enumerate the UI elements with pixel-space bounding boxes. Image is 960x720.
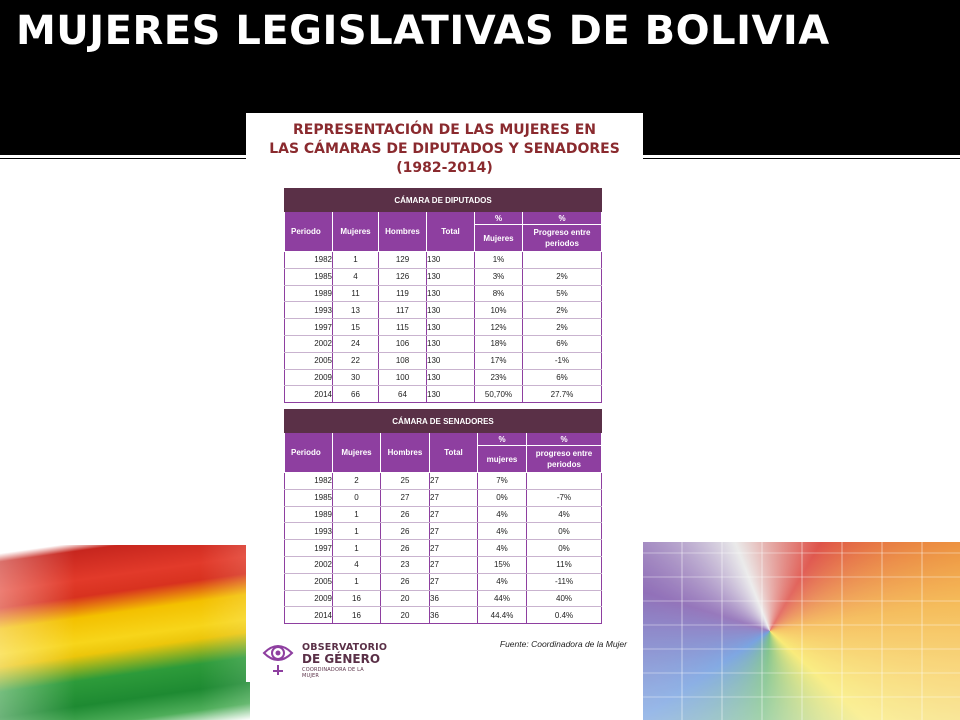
cell-pct-mujeres: 50,70% <box>475 386 523 403</box>
col-header-pct: % <box>527 433 602 446</box>
cell-pct-mujeres: 17% <box>475 352 523 369</box>
cell-progreso: 40% <box>527 590 602 607</box>
cell-hombres: 108 <box>379 352 427 369</box>
cell-mujeres: 1 <box>333 573 381 590</box>
cell-hombres: 106 <box>379 335 427 352</box>
col-header-pct-mujeres: mujeres <box>478 446 527 473</box>
cell-mujeres: 4 <box>333 556 381 573</box>
col-header-mujeres: Mujeres <box>333 433 381 473</box>
cell-pct-mujeres: 10% <box>475 302 523 319</box>
wiphala-flag-image <box>643 542 960 720</box>
cell-pct-mujeres: 23% <box>475 369 523 386</box>
table-row <box>285 607 602 624</box>
cell-mujeres: 1 <box>333 523 381 540</box>
diputados-table <box>284 188 602 403</box>
col-header-hombres: Hombres <box>379 212 427 252</box>
cell-mujeres: 16 <box>333 590 381 607</box>
table-row <box>285 386 602 403</box>
col-header-periodo: Periodo <box>285 433 333 473</box>
cell-periodo: 2002 <box>285 335 333 352</box>
infographic-title <box>246 121 643 178</box>
cell-total: 36 <box>430 607 478 624</box>
cell-total: 130 <box>427 268 475 285</box>
cell-progreso: 2% <box>523 302 602 319</box>
cell-progreso <box>527 473 602 490</box>
cell-progreso <box>523 252 602 269</box>
table-row <box>285 523 602 540</box>
cell-total: 130 <box>427 369 475 386</box>
cell-total: 27 <box>430 523 478 540</box>
table-row <box>285 302 602 319</box>
eye-venus-icon <box>262 637 294 677</box>
title-line: LAS CÁMARAS DE DIPUTADOS Y SENADORES <box>269 141 620 157</box>
cell-hombres: 25 <box>381 473 430 490</box>
table-row <box>285 473 602 490</box>
cell-mujeres: 13 <box>333 302 379 319</box>
table-row <box>285 573 602 590</box>
cell-mujeres: 1 <box>333 252 379 269</box>
cell-progreso: 27.7% <box>523 386 602 403</box>
section-header: CÁMARA DE SENADORES <box>285 410 602 433</box>
cell-mujeres: 1 <box>333 540 381 557</box>
cell-hombres: 129 <box>379 252 427 269</box>
cell-pct-mujeres: 4% <box>478 573 527 590</box>
table-row <box>285 335 602 352</box>
col-header-total: Total <box>427 212 475 252</box>
cell-pct-mujeres: 1% <box>475 252 523 269</box>
senadores-table <box>284 409 602 624</box>
source-note: Fuente: Coordinadora de la Mujer <box>499 639 627 649</box>
cell-total: 36 <box>430 590 478 607</box>
cell-periodo: 1982 <box>285 473 333 490</box>
cell-mujeres: 1 <box>333 506 381 523</box>
table-row <box>285 489 602 506</box>
table-row <box>285 285 602 302</box>
cell-progreso: 6% <box>523 369 602 386</box>
section-header: CÁMARA DE DIPUTADOS <box>285 189 602 212</box>
logo-text: DE GÉNERO <box>302 652 381 666</box>
cell-hombres: 64 <box>379 386 427 403</box>
cell-progreso: 0% <box>527 540 602 557</box>
cell-progreso: 0% <box>527 523 602 540</box>
cell-hombres: 117 <box>379 302 427 319</box>
col-header-periodo: Periodo <box>285 212 333 252</box>
cell-periodo: 2009 <box>285 590 333 607</box>
cell-hombres: 26 <box>381 523 430 540</box>
cell-total: 130 <box>427 352 475 369</box>
cell-periodo: 2005 <box>285 573 333 590</box>
table-row <box>285 252 602 269</box>
cell-mujeres: 22 <box>333 352 379 369</box>
cell-pct-mujeres: 44% <box>478 590 527 607</box>
cell-pct-mujeres: 8% <box>475 285 523 302</box>
cell-total: 130 <box>427 319 475 336</box>
cell-mujeres: 11 <box>333 285 379 302</box>
table-row <box>285 556 602 573</box>
cell-progreso: 0.4% <box>527 607 602 624</box>
cell-pct-mujeres: 7% <box>478 473 527 490</box>
cell-hombres: 23 <box>381 556 430 573</box>
cell-mujeres: 2 <box>333 473 381 490</box>
cell-progreso: -7% <box>527 489 602 506</box>
title-line: (1982-2014) <box>396 160 493 176</box>
cell-progreso: 4% <box>527 506 602 523</box>
cell-total: 130 <box>427 335 475 352</box>
cell-progreso: 5% <box>523 285 602 302</box>
cell-periodo: 1993 <box>285 523 333 540</box>
col-header-pct: % <box>523 212 602 225</box>
cell-mujeres: 66 <box>333 386 379 403</box>
cell-periodo: 1982 <box>285 252 333 269</box>
infographic-panel <box>246 113 643 682</box>
cell-hombres: 26 <box>381 506 430 523</box>
cell-mujeres: 16 <box>333 607 381 624</box>
cell-pct-mujeres: 12% <box>475 319 523 336</box>
cell-total: 27 <box>430 573 478 590</box>
cell-hombres: 26 <box>381 540 430 557</box>
col-header-progreso: progreso entre periodos <box>527 446 602 473</box>
col-header-progreso: Progreso entre periodos <box>523 225 602 252</box>
cell-mujeres: 24 <box>333 335 379 352</box>
cell-hombres: 26 <box>381 573 430 590</box>
cell-total: 27 <box>430 556 478 573</box>
cell-pct-mujeres: 4% <box>478 540 527 557</box>
cell-periodo: 1985 <box>285 489 333 506</box>
cell-pct-mujeres: 18% <box>475 335 523 352</box>
cell-total: 130 <box>427 285 475 302</box>
cell-periodo: 1989 <box>285 285 333 302</box>
col-header-pct: % <box>478 433 527 446</box>
cell-pct-mujeres: 44.4% <box>478 607 527 624</box>
cell-pct-mujeres: 0% <box>478 489 527 506</box>
table-row <box>285 352 602 369</box>
cell-total: 27 <box>430 473 478 490</box>
table-row <box>285 268 602 285</box>
cell-pct-mujeres: 4% <box>478 506 527 523</box>
cell-mujeres: 30 <box>333 369 379 386</box>
cell-progreso: -11% <box>527 573 602 590</box>
col-header-pct-mujeres: Mujeres <box>475 225 523 252</box>
cell-mujeres: 0 <box>333 489 381 506</box>
logo-text: OBSERVATORIO <box>302 642 388 653</box>
cell-pct-mujeres: 4% <box>478 523 527 540</box>
cell-periodo: 2009 <box>285 369 333 386</box>
observatorio-logo <box>262 633 388 683</box>
cell-hombres: 27 <box>381 489 430 506</box>
table-row <box>285 540 602 557</box>
cell-progreso: 2% <box>523 319 602 336</box>
cell-hombres: 126 <box>379 268 427 285</box>
cell-periodo: 1993 <box>285 302 333 319</box>
cell-hombres: 20 <box>381 590 430 607</box>
cell-periodo: 2002 <box>285 556 333 573</box>
cell-progreso: -1% <box>523 352 602 369</box>
col-header-pct: % <box>475 212 523 225</box>
cell-pct-mujeres: 3% <box>475 268 523 285</box>
cell-progreso: 2% <box>523 268 602 285</box>
col-header-hombres: Hombres <box>381 433 430 473</box>
cell-periodo: 1997 <box>285 540 333 557</box>
table-row <box>285 590 602 607</box>
cell-hombres: 100 <box>379 369 427 386</box>
cell-progreso: 6% <box>523 335 602 352</box>
cell-total: 130 <box>427 302 475 319</box>
table-row <box>285 506 602 523</box>
title-line: REPRESENTACIÓN DE LAS MUJERES EN <box>292 122 596 138</box>
cell-pct-mujeres: 15% <box>478 556 527 573</box>
table-row <box>285 369 602 386</box>
cell-hombres: 119 <box>379 285 427 302</box>
cell-mujeres: 4 <box>333 268 379 285</box>
cell-total: 27 <box>430 540 478 557</box>
cell-periodo: 1989 <box>285 506 333 523</box>
col-header-total: Total <box>430 433 478 473</box>
cell-mujeres: 15 <box>333 319 379 336</box>
logo-text: COORDINADORA DE LA MUJER <box>302 667 364 679</box>
cell-periodo: 2014 <box>285 386 333 403</box>
cell-total: 130 <box>427 252 475 269</box>
col-header-mujeres: Mujeres <box>333 212 379 252</box>
cell-total: 130 <box>427 386 475 403</box>
cell-total: 27 <box>430 489 478 506</box>
cell-hombres: 20 <box>381 607 430 624</box>
cell-periodo: 2014 <box>285 607 333 624</box>
bolivia-flag-image <box>0 545 250 720</box>
table-row <box>285 319 602 336</box>
cell-progreso: 11% <box>527 556 602 573</box>
cell-periodo: 1985 <box>285 268 333 285</box>
cell-total: 27 <box>430 506 478 523</box>
slide-title: MUJERES LEGISLATIVAS DE BOLIVIA <box>16 8 830 54</box>
cell-periodo: 1997 <box>285 319 333 336</box>
cell-hombres: 115 <box>379 319 427 336</box>
cell-periodo: 2005 <box>285 352 333 369</box>
